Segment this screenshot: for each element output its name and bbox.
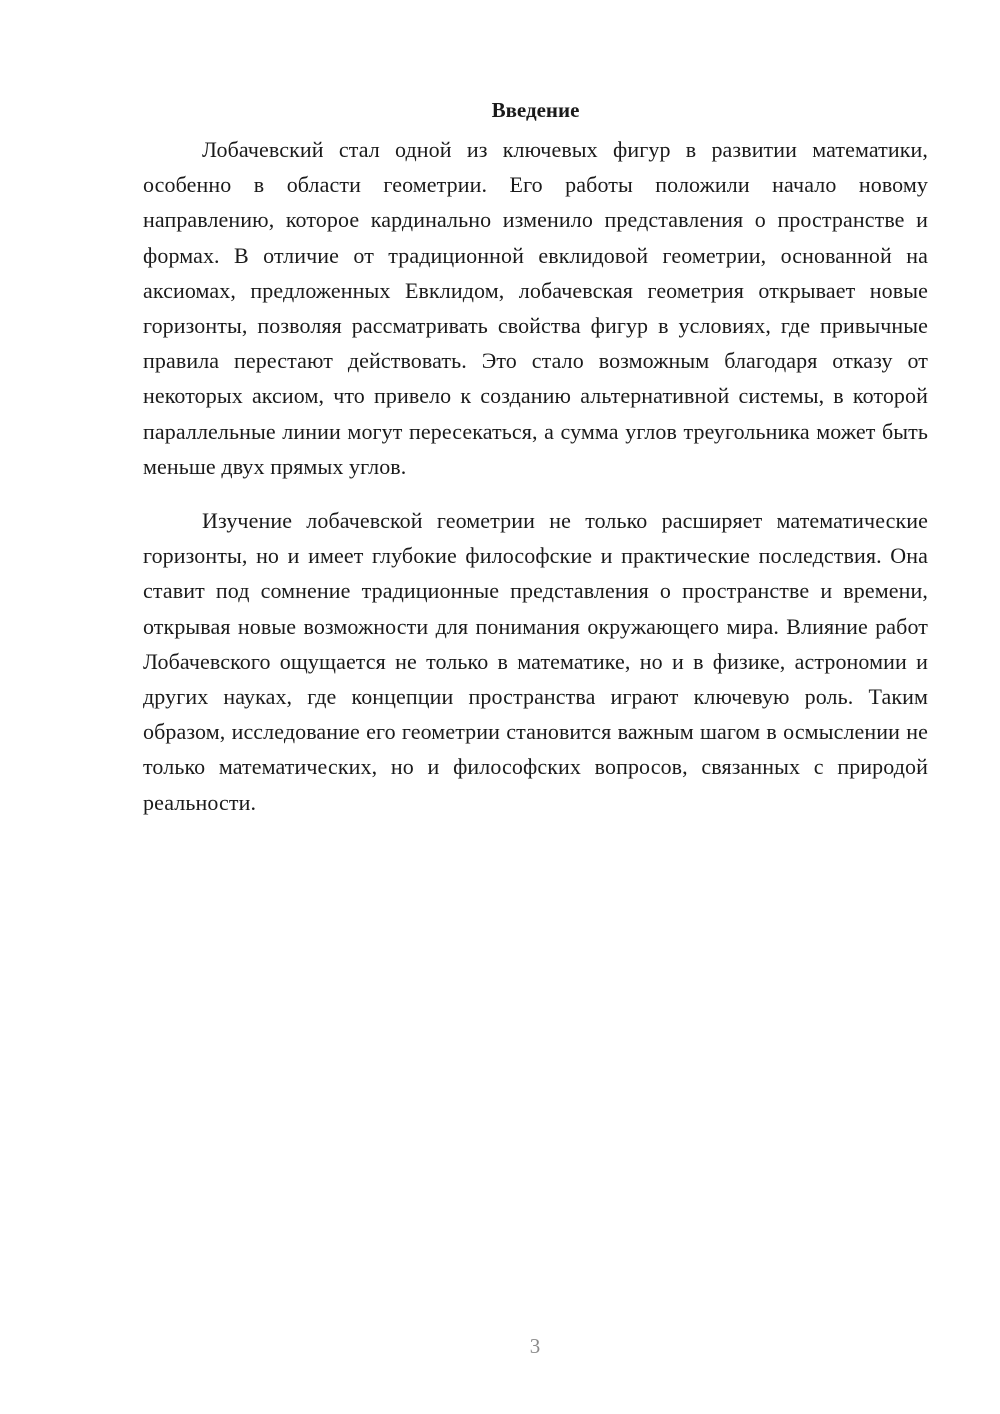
document-body — [143, 95, 928, 820]
paragraph-2: Изучение лобачевской геометрии не только расширяет математические горизонты, но и имеет глубокие философские и практические последствия. Она ставит под сомнение традиционные представления о пространстве и времени, открывая новые возможности для понимания окружающего мира. Влияние работ Лобачевского ощущается не только в математике, но и в физике, астрономии и других науках, где концепции пространства играют ключевую роль. Таким образом, исследование его геометрии становится важным шагом в осмыслении не только математических, но и философских вопросов, связанных с природой реальности. — [143, 508, 928, 815]
paragraph-1: Лобачевский стал одной из ключевых фигур в развитии математики, особенно в области геометрии. Его работы положили начало новому направлению, которое кардинально изменило представления о пространстве и формах. В отличие от традиционной евклидовой геометрии, основанной на аксиомах, предложенных Евклидом, лобачевская геометрия открывает новые горизонты, позволяя рассматривать свойства фигур в условиях, где привычные правила перестают действовать. Это стало возможным благодаря отказу от некоторых аксиом, что привело к созданию альтернативной системы, в которой параллельные линии могут пересекаться, а сумма углов треугольника может быть меньше двух прямых углов. — [143, 137, 928, 479]
page-number: 3 — [529, 1334, 541, 1358]
section-heading: Введение — [491, 98, 580, 122]
